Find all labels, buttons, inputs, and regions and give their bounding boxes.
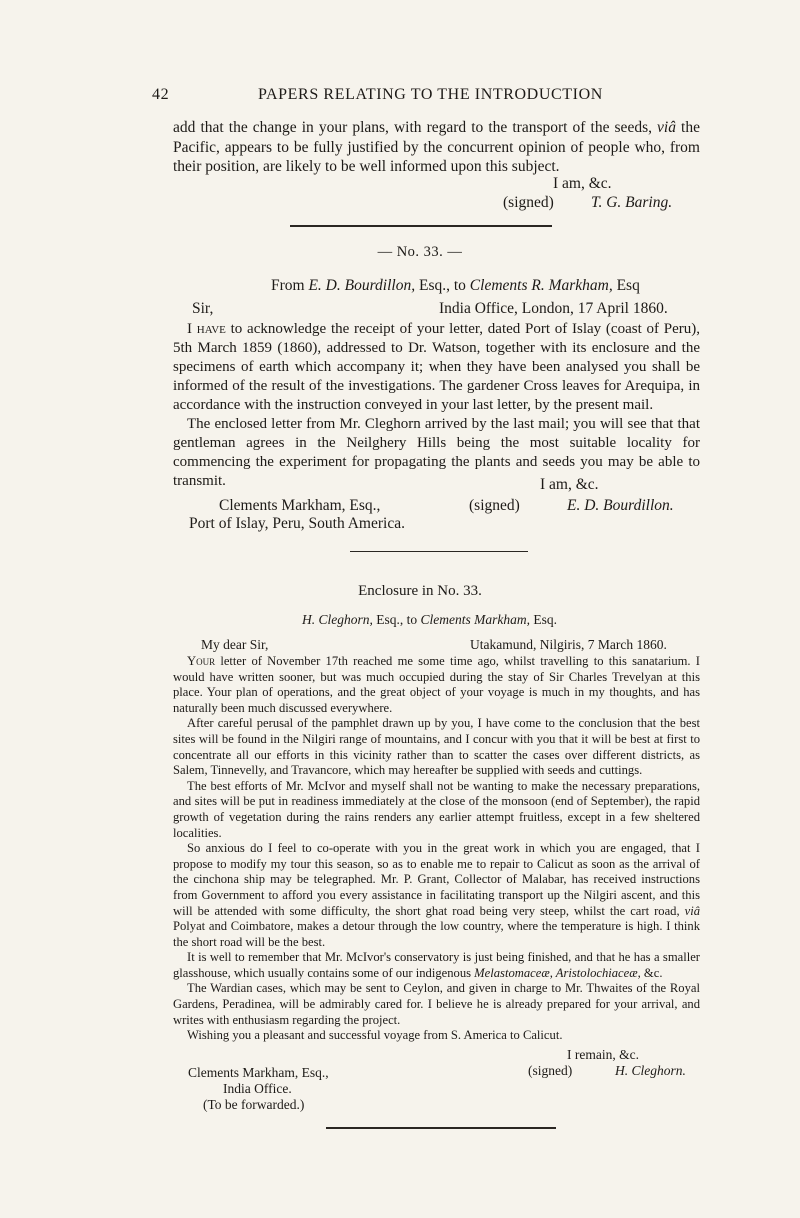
section-divider <box>290 225 552 227</box>
enclosure-paragraph-5-start: It is well to remember that Mr. McIvor's conservatory is just being finished, and that he has a smaller glasshouse, which usually contains some of our indigenous <box>173 950 700 980</box>
intro-text-start: add that the change in your plans, with regard to the transport of the seeds, <box>173 119 658 136</box>
enclosure-paragraph-7: Wishing you a pleasant and successful voyage from S. America to Calicut. <box>187 1028 563 1043</box>
to-esq: Esq <box>612 277 640 294</box>
letter-lead: I have <box>187 321 226 337</box>
letter-salutation: Sir, <box>192 300 214 317</box>
from-word: From <box>271 277 309 294</box>
sender-name: E. D. Bourdillon, <box>308 277 416 294</box>
enclosure-signatory: H. Cleghorn. <box>615 1063 686 1078</box>
enclosure-paragraph-4-end: Polyat and Coimbatore, makes a detour through the low country, where the temperature is high. I think the short road will be the best. <box>173 919 700 949</box>
letter-place-date: India Office, London, 17 April 1860. <box>439 300 668 317</box>
enclosure-body <box>173 654 700 1044</box>
intro-text-end: the Pacific, appears to be fully justified by the concurrent opinion of people who, from their position, are likely to be well informed upon this subject. <box>173 119 700 175</box>
enclosure-paragraph-5-end: &c. <box>640 965 663 980</box>
enclosure-divider <box>350 551 528 552</box>
enclosure-recipient: Clements Markham, <box>420 612 530 627</box>
letter-signatory: E. D. Bourdillon. <box>567 497 674 514</box>
intro-via: viâ <box>657 119 676 136</box>
enclosure-lead: Your <box>187 654 216 668</box>
enclosure-closing: I remain, &c. <box>567 1047 639 1062</box>
enclosure-paragraph-3: The best efforts of Mr. McIvor and myself shall not be wanting to make the necessary preparations, and sites will be put in readiness immediately at the close of the monsoon (end of September), the rapid growth of vegetation during the rains renders any earlier attempt fruitless, except in a few sheltered localities. <box>173 778 700 840</box>
running-head: PAPERS RELATING TO THE INTRODUCTION <box>258 86 603 103</box>
letter-paragraph-2: The enclosed letter from Mr. Cleghorn arrived by the last mail; you will see that that gentleman agrees in the Neilghery Hills being the most suitable locality for commencing the experiment for propagating the plants and seeds you may be able to transmit. <box>173 416 700 489</box>
letter-body <box>173 320 700 491</box>
letter-from-line <box>271 277 640 295</box>
enclosure-salutation: My dear Sir, <box>201 637 269 652</box>
enclosure-addressee-3: (To be forwarded.) <box>203 1097 305 1112</box>
end-divider <box>326 1127 556 1129</box>
intro-signed: (signed) <box>503 194 554 211</box>
enclosure-paragraph-1: letter of November 17th reached me some time ago, whilst travelling to this sanatarium. I would have written sooner, but was much occupied during the stay of Sir Charles Trevelyan at this place. Your plan of operations, and the great object of your voyage is much in my thoughts, and has naturally been much discussed everywhere. <box>173 654 700 715</box>
enclosure-paragraph-4-start: So anxious do I feel to co-operate with you in the great work in which you are engaged, that I propose to modify my tour this season, so as to enable me to repair to Calicut as soon as the arrival of the cinchona ship may be telegraphed. Mr. P. Grant, Collector of Malabar, has received instructions from Government to afford you every assistance in facilitating transport up the Nilgiri ascent, and this will be attended with some difficulty, the short ghat road being very steep, whilst the cart road, <box>173 841 700 918</box>
intro-closing: I am, &c. <box>553 175 612 192</box>
letter-paragraph-1: to acknowledge the receipt of your letter, dated Port of Islay (coast of Peru), 5th March 1859 (1860), addressed to Dr. Watson, together with its enclosure and the specimens of earth which accompany it; when they have been analysed you shall be informed of the result of the investigations. The gardener Cross leaves for Arequipa, in accordance with the instruction conveyed in your last letter, by the present mail. <box>173 321 700 413</box>
intro-paragraph <box>173 118 700 177</box>
enclosure-esq: Esq., to <box>372 612 421 627</box>
enclosure-sender: H. Cleghorn, <box>302 612 373 627</box>
enclosure-to-esq: Esq. <box>530 612 557 627</box>
enclosure-signed: (signed) <box>528 1063 573 1078</box>
enclosure-title: Enclosure in No. 33. <box>358 583 482 599</box>
letter-addressee-2: Port of Islay, Peru, South America. <box>189 515 405 532</box>
enclosure-paragraph-2: After careful perusal of the pamphlet drawn up by you, I have come to the conclusion that the best sites will be found in the Nilgiri range of mountains, and I concur with you that it will be best at first to concentrate all our efforts in this vicinity rather than to scatter the cases over different districts, as Salem, Tinnevelly, and Travancore, which may hereafter be supplied with seeds and cuttings. <box>173 716 700 778</box>
recipient-name: Clements R. Markham, <box>469 277 613 294</box>
page-number: 42 <box>152 86 170 103</box>
enclosure-botanical-names: Melastomaceæ, Aristolochiaceæ, <box>474 965 641 980</box>
enclosure-paragraph-6: The Wardian cases, which may be sent to Ceylon, and given in charge to Mr. Thwaites of the Royal Gardens, Peradinea, will be admirably cared for. I believe he is already prepared for your arrival, and writes with enthusiasm regarding the project. <box>173 981 700 1027</box>
enclosure-addressee-2: India Office. <box>223 1081 292 1096</box>
enclosure-from-line <box>302 612 557 628</box>
letter-addressee-1: Clements Markham, Esq., <box>219 497 381 514</box>
enclosure-via: viâ <box>684 903 700 918</box>
intro-signatory: T. G. Baring. <box>591 194 673 211</box>
letter-signed: (signed) <box>469 497 520 514</box>
letter-closing: I am, &c. <box>540 476 599 493</box>
enclosure-place-date: Utakamund, Nilgiris, 7 March 1860. <box>470 637 667 652</box>
from-esq: Esq., to <box>415 277 470 294</box>
letter-number: — No. 33. — <box>377 244 463 260</box>
enclosure-addressee-1: Clements Markham, Esq., <box>188 1065 329 1080</box>
